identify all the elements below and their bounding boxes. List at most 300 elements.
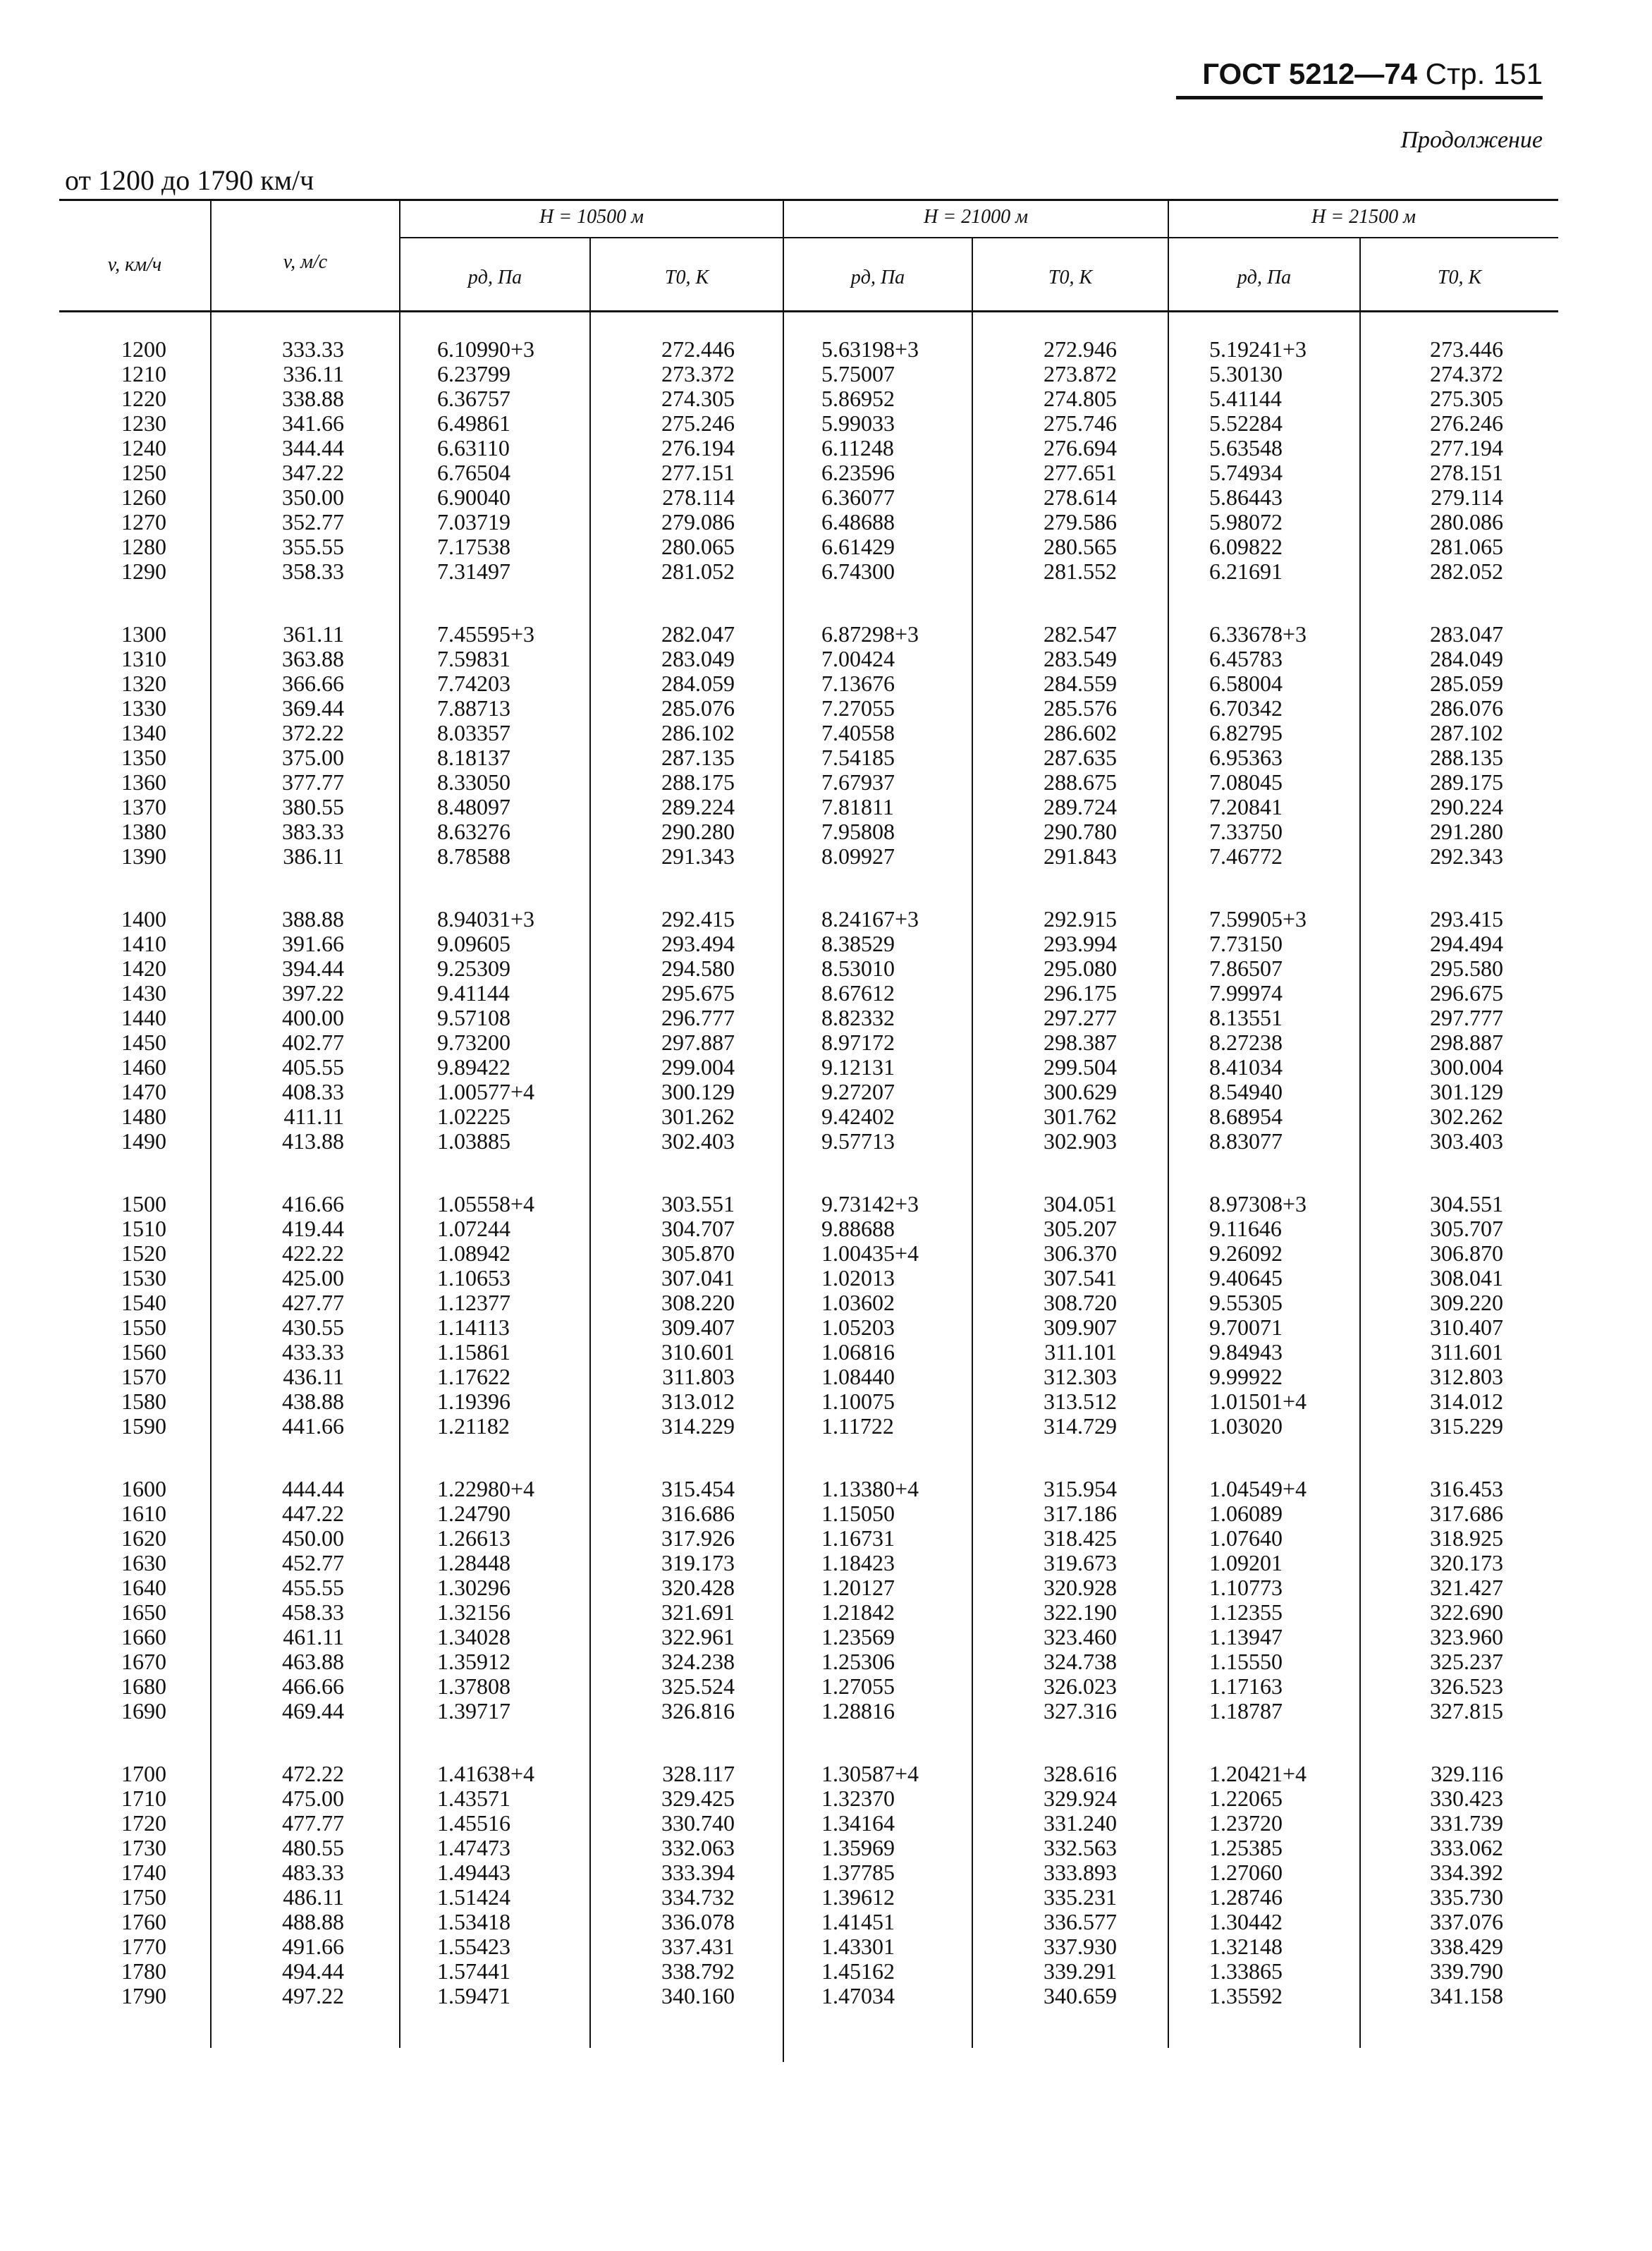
cell-temp-21000: 297.277 bbox=[1044, 1005, 1117, 1030]
cell-speed-kmh: 1200 bbox=[121, 336, 166, 362]
cell-pressure-21000: 1.11722 bbox=[821, 1413, 894, 1439]
cell-speed-kmh: 1700 bbox=[121, 1761, 166, 1786]
cell-temp-21500: 312.803 bbox=[1430, 1364, 1503, 1389]
cell-speed-kmh: 1490 bbox=[121, 1128, 166, 1154]
cell-speed-ms: 425.00 bbox=[282, 1265, 344, 1291]
cell-speed-kmh: 1680 bbox=[121, 1673, 166, 1699]
cell-pressure-21500: 1.10773 bbox=[1209, 1575, 1283, 1600]
cell-pressure-10500: 1.10653 bbox=[437, 1265, 510, 1291]
cell-temp-10500: 282.047 bbox=[661, 621, 735, 647]
cell-speed-kmh: 1790 bbox=[121, 1983, 166, 2008]
cell-pressure-10500: 7.17538 bbox=[437, 534, 510, 559]
table-row bbox=[0, 1080, 1652, 1104]
cell-speed-ms: 472.22 bbox=[282, 1761, 344, 1786]
cell-temp-10500: 288.175 bbox=[661, 769, 735, 795]
cell-pressure-21500: 9.70071 bbox=[1209, 1314, 1283, 1340]
cell-temp-10500: 283.049 bbox=[661, 646, 735, 671]
cell-temp-21500: 338.429 bbox=[1430, 1934, 1503, 1959]
cell-temp-21000: 295.080 bbox=[1044, 956, 1117, 981]
cell-pressure-21500: 9.11646 bbox=[1209, 1216, 1282, 1241]
cell-temp-10500: 289.224 bbox=[661, 794, 735, 819]
cell-pressure-21500: 6.21691 bbox=[1209, 559, 1283, 584]
cell-temp-21500: 282.052 bbox=[1430, 559, 1503, 584]
cell-pressure-21000: 6.61429 bbox=[821, 534, 895, 559]
cell-pressure-21000: 1.47034 bbox=[821, 1983, 895, 2008]
cell-pressure-21000: 6.48688 bbox=[821, 509, 895, 535]
cell-pressure-10500: 6.36757 bbox=[437, 386, 510, 411]
cell-pressure-10500: 7.03719 bbox=[437, 509, 510, 535]
cell-temp-21000: 289.724 bbox=[1044, 794, 1117, 819]
cell-pressure-21500: 8.54940 bbox=[1209, 1079, 1283, 1104]
cell-temp-21500: 284.049 bbox=[1430, 646, 1503, 671]
table-row bbox=[0, 1860, 1652, 1885]
cell-temp-21000: 274.805 bbox=[1044, 386, 1117, 411]
cell-temp-21000: 324.738 bbox=[1044, 1649, 1117, 1674]
cell-pressure-21000: 8.09927 bbox=[821, 843, 895, 869]
cell-pressure-21000: 8.82332 bbox=[821, 1005, 895, 1030]
cell-temp-21000: 292.915 bbox=[1044, 906, 1117, 932]
cell-temp-10500: 281.052 bbox=[661, 559, 735, 584]
cell-pressure-21500: 5.63548 bbox=[1209, 435, 1283, 460]
cell-temp-21000: 308.720 bbox=[1044, 1290, 1117, 1315]
cell-speed-kmh: 1750 bbox=[121, 1884, 166, 1910]
cell-temp-21000: 313.512 bbox=[1044, 1389, 1117, 1414]
table-row bbox=[0, 1389, 1652, 1414]
cell-pressure-21000: 1.34164 bbox=[821, 1810, 895, 1836]
cell-temp-21500: 314.012 bbox=[1430, 1389, 1503, 1414]
cell-pressure-21000: 7.81811 bbox=[821, 794, 894, 819]
cell-pressure-21000: 1.43301 bbox=[821, 1934, 895, 1959]
table-row bbox=[0, 981, 1652, 1006]
cell-speed-kmh: 1230 bbox=[121, 410, 166, 436]
cell-speed-kmh: 1460 bbox=[121, 1054, 166, 1080]
table-row bbox=[0, 337, 1652, 362]
cell-pressure-21500: 6.09822 bbox=[1209, 534, 1283, 559]
cell-temp-21000: 283.549 bbox=[1044, 646, 1117, 671]
cell-temp-10500: 319.173 bbox=[661, 1550, 735, 1575]
cell-temp-10500: 340.160 bbox=[661, 1983, 735, 2008]
cell-speed-kmh: 1770 bbox=[121, 1934, 166, 1959]
cell-temp-21500: 279.114 bbox=[1431, 484, 1503, 510]
cell-pressure-21000: 1.37785 bbox=[821, 1860, 895, 1885]
cell-pressure-21500: 9.40645 bbox=[1209, 1265, 1283, 1291]
cell-speed-ms: 419.44 bbox=[282, 1216, 344, 1241]
cell-pressure-21500: 1.20421+4 bbox=[1209, 1761, 1307, 1786]
cell-pressure-21500: 6.33678+3 bbox=[1209, 621, 1307, 647]
cell-temp-21500: 276.246 bbox=[1430, 410, 1503, 436]
cell-speed-ms: 344.44 bbox=[282, 435, 344, 460]
cell-temp-10500: 308.220 bbox=[661, 1290, 735, 1315]
cell-temp-21500: 327.815 bbox=[1430, 1698, 1503, 1724]
cell-temp-21000: 287.635 bbox=[1044, 745, 1117, 770]
cell-temp-21000: 304.051 bbox=[1044, 1191, 1117, 1216]
cell-pressure-10500: 1.51424 bbox=[437, 1884, 510, 1910]
altitude-header-rule bbox=[399, 237, 1558, 238]
cell-temp-21500: 302.262 bbox=[1430, 1104, 1503, 1129]
cell-pressure-10500: 8.48097 bbox=[437, 794, 510, 819]
table-row bbox=[0, 1477, 1652, 1501]
table-row bbox=[0, 1699, 1652, 1724]
cell-pressure-21500: 7.99974 bbox=[1209, 980, 1283, 1006]
table-row bbox=[0, 1241, 1652, 1266]
cell-pressure-21500: 1.22065 bbox=[1209, 1786, 1283, 1811]
cell-speed-ms: 380.55 bbox=[282, 794, 344, 819]
cell-speed-kmh: 1360 bbox=[121, 769, 166, 795]
cell-pressure-21500: 1.03020 bbox=[1209, 1413, 1283, 1439]
cell-temp-21000: 332.563 bbox=[1044, 1835, 1117, 1860]
cell-speed-ms: 427.77 bbox=[282, 1290, 344, 1315]
cell-temp-21500: 333.062 bbox=[1430, 1835, 1503, 1860]
cell-temp-10500: 324.238 bbox=[661, 1649, 735, 1674]
table-row bbox=[0, 1836, 1652, 1860]
cell-temp-21000: 335.231 bbox=[1044, 1884, 1117, 1910]
cell-pressure-21000: 1.23569 bbox=[821, 1624, 895, 1649]
cell-pressure-21000: 7.67937 bbox=[821, 769, 895, 795]
cell-speed-kmh: 1500 bbox=[121, 1191, 166, 1216]
cell-temp-10500: 338.792 bbox=[661, 1958, 735, 1984]
cell-temp-21000: 311.101 bbox=[1044, 1339, 1117, 1365]
cell-pressure-21500: 1.35592 bbox=[1209, 1983, 1283, 2008]
cell-speed-ms: 475.00 bbox=[282, 1786, 344, 1811]
cell-temp-21000: 326.023 bbox=[1044, 1673, 1117, 1699]
table-row bbox=[0, 362, 1652, 386]
cell-temp-10500: 330.740 bbox=[661, 1810, 735, 1836]
cell-temp-21500: 286.076 bbox=[1430, 695, 1503, 721]
cell-speed-kmh: 1610 bbox=[121, 1501, 166, 1526]
cell-pressure-10500: 6.49861 bbox=[437, 410, 510, 436]
cell-pressure-21000: 9.57713 bbox=[821, 1128, 895, 1154]
cell-temp-21500: 326.523 bbox=[1430, 1673, 1503, 1699]
cell-speed-kmh: 1530 bbox=[121, 1265, 166, 1291]
cell-speed-ms: 394.44 bbox=[282, 956, 344, 981]
cell-temp-21000: 336.577 bbox=[1044, 1909, 1117, 1934]
cell-speed-ms: 383.33 bbox=[282, 819, 344, 844]
cell-temp-10500: 320.428 bbox=[661, 1575, 735, 1600]
cell-temp-21500: 295.580 bbox=[1430, 956, 1503, 981]
table-row bbox=[0, 1365, 1652, 1389]
cell-temp-21000: 306.370 bbox=[1044, 1240, 1117, 1266]
header-altitude-21500: H = 21500 м bbox=[1311, 206, 1416, 228]
cell-pressure-10500: 8.33050 bbox=[437, 769, 510, 795]
cell-pressure-10500: 1.47473 bbox=[437, 1835, 510, 1860]
cell-pressure-21500: 6.45783 bbox=[1209, 646, 1283, 671]
table-row bbox=[0, 819, 1652, 844]
cell-temp-21500: 288.135 bbox=[1430, 745, 1503, 770]
cell-temp-21500: 317.686 bbox=[1430, 1501, 1503, 1526]
cell-temp-21500: 280.086 bbox=[1430, 509, 1503, 535]
table-row bbox=[0, 1291, 1652, 1315]
cell-speed-kmh: 1290 bbox=[121, 559, 166, 584]
cell-pressure-10500: 6.90040 bbox=[437, 484, 510, 510]
cell-speed-ms: 375.00 bbox=[282, 745, 344, 770]
cell-temp-10500: 307.041 bbox=[661, 1265, 735, 1291]
cell-temp-21000: 319.673 bbox=[1044, 1550, 1117, 1575]
cell-pressure-21000: 9.12131 bbox=[821, 1054, 895, 1080]
cell-temp-10500: 304.707 bbox=[661, 1216, 735, 1241]
cell-temp-21500: 291.280 bbox=[1430, 819, 1503, 844]
cell-speed-kmh: 1730 bbox=[121, 1835, 166, 1860]
cell-pressure-21000: 5.75007 bbox=[821, 361, 895, 386]
table-row bbox=[0, 535, 1652, 559]
cell-temp-21000: 307.541 bbox=[1044, 1265, 1117, 1291]
cell-pressure-10500: 9.57108 bbox=[437, 1005, 510, 1030]
cell-temp-21000: 302.903 bbox=[1044, 1128, 1117, 1154]
cell-temp-21000: 309.907 bbox=[1044, 1314, 1117, 1340]
cell-pressure-21500: 1.30442 bbox=[1209, 1909, 1283, 1934]
cell-speed-kmh: 1260 bbox=[121, 484, 166, 510]
cell-temp-10500: 326.816 bbox=[661, 1698, 735, 1724]
cell-speed-kmh: 1410 bbox=[121, 931, 166, 956]
cell-temp-21000: 317.186 bbox=[1044, 1501, 1117, 1526]
cell-pressure-21500: 7.73150 bbox=[1209, 931, 1283, 956]
cell-temp-21000: 286.602 bbox=[1044, 720, 1117, 745]
table-row bbox=[0, 622, 1652, 647]
cell-pressure-10500: 1.22980+4 bbox=[437, 1476, 535, 1501]
cell-pressure-21000: 1.28816 bbox=[821, 1698, 895, 1724]
table-row bbox=[0, 485, 1652, 510]
cell-pressure-10500: 7.31497 bbox=[437, 559, 510, 584]
cell-speed-kmh: 1540 bbox=[121, 1290, 166, 1315]
cell-temp-21500: 331.739 bbox=[1430, 1810, 1503, 1836]
cell-temp-21000: 323.460 bbox=[1044, 1624, 1117, 1649]
cell-pressure-10500: 7.88713 bbox=[437, 695, 510, 721]
table-row bbox=[0, 1104, 1652, 1129]
header-pressure-1: pд, Па bbox=[467, 267, 522, 288]
table-row bbox=[0, 1959, 1652, 1984]
cell-speed-ms: 413.88 bbox=[282, 1128, 344, 1154]
table-row bbox=[0, 1575, 1652, 1600]
cell-temp-10500: 292.415 bbox=[661, 906, 735, 932]
cell-pressure-21500: 8.97308+3 bbox=[1209, 1191, 1307, 1216]
cell-pressure-10500: 6.63110 bbox=[437, 435, 510, 460]
table-row bbox=[0, 510, 1652, 535]
cell-speed-kmh: 1240 bbox=[121, 435, 166, 460]
cell-pressure-10500: 1.41638+4 bbox=[437, 1761, 535, 1786]
cell-pressure-10500: 1.07244 bbox=[437, 1216, 510, 1241]
cell-temp-10500: 273.372 bbox=[661, 361, 735, 386]
cell-speed-kmh: 1370 bbox=[121, 794, 166, 819]
table-row bbox=[0, 1934, 1652, 1959]
cell-temp-21000: 329.924 bbox=[1044, 1786, 1117, 1811]
cell-speed-kmh: 1470 bbox=[121, 1079, 166, 1104]
cell-speed-kmh: 1450 bbox=[121, 1030, 166, 1055]
cell-speed-kmh: 1650 bbox=[121, 1599, 166, 1625]
cell-pressure-10500: 9.25309 bbox=[437, 956, 510, 981]
table-row bbox=[0, 1885, 1652, 1910]
cell-temp-21000: 322.190 bbox=[1044, 1599, 1117, 1625]
cell-temp-21500: 289.175 bbox=[1430, 769, 1503, 795]
cell-temp-21500: 278.151 bbox=[1430, 460, 1503, 485]
cell-temp-21500: 310.407 bbox=[1430, 1314, 1503, 1340]
cell-speed-ms: 402.77 bbox=[282, 1030, 344, 1055]
cell-pressure-10500: 8.63276 bbox=[437, 819, 510, 844]
cell-speed-ms: 436.11 bbox=[283, 1364, 344, 1389]
cell-speed-ms: 463.88 bbox=[282, 1649, 344, 1674]
cell-speed-ms: 358.33 bbox=[282, 559, 344, 584]
table-row bbox=[0, 1340, 1652, 1365]
cell-temp-21500: 287.102 bbox=[1430, 720, 1503, 745]
cell-pressure-21000: 7.54185 bbox=[821, 745, 895, 770]
cell-pressure-10500: 1.39717 bbox=[437, 1698, 510, 1724]
table-row bbox=[0, 844, 1652, 869]
range-title: от 1200 до 1790 км/ч bbox=[65, 164, 314, 196]
cell-temp-10500: 293.494 bbox=[661, 931, 735, 956]
table-row bbox=[0, 559, 1652, 584]
cell-pressure-10500: 1.24790 bbox=[437, 1501, 510, 1526]
cell-pressure-21000: 8.53010 bbox=[821, 956, 895, 981]
cell-pressure-21500: 7.33750 bbox=[1209, 819, 1283, 844]
cell-temp-21500: 339.790 bbox=[1430, 1958, 1503, 1984]
cell-temp-21500: 290.224 bbox=[1430, 794, 1503, 819]
cell-speed-kmh: 1640 bbox=[121, 1575, 166, 1600]
cell-temp-10500: 276.194 bbox=[661, 435, 735, 460]
cell-temp-10500: 300.129 bbox=[661, 1079, 735, 1104]
cell-speed-kmh: 1710 bbox=[121, 1786, 166, 1811]
cell-temp-10500: 322.961 bbox=[661, 1624, 735, 1649]
cell-pressure-21500: 9.55305 bbox=[1209, 1290, 1283, 1315]
cell-pressure-21000: 1.30587+4 bbox=[821, 1761, 919, 1786]
table-row bbox=[0, 1786, 1652, 1811]
cell-speed-ms: 477.77 bbox=[282, 1810, 344, 1836]
cell-speed-kmh: 1380 bbox=[121, 819, 166, 844]
cell-pressure-21500: 7.86507 bbox=[1209, 956, 1283, 981]
cell-pressure-21500: 5.30130 bbox=[1209, 361, 1283, 386]
cell-temp-21500: 306.870 bbox=[1430, 1240, 1503, 1266]
cell-temp-21000: 284.559 bbox=[1044, 671, 1117, 696]
cell-pressure-21000: 9.73142+3 bbox=[821, 1191, 919, 1216]
table-row bbox=[0, 436, 1652, 460]
cell-temp-10500: 303.551 bbox=[661, 1191, 735, 1216]
cell-temp-21500: 309.220 bbox=[1430, 1290, 1503, 1315]
cell-temp-10500: 336.078 bbox=[661, 1909, 735, 1934]
cell-pressure-21500: 5.86443 bbox=[1209, 484, 1283, 510]
table-row bbox=[0, 671, 1652, 696]
cell-pressure-21000: 5.86952 bbox=[821, 386, 895, 411]
cell-temp-21500: 325.237 bbox=[1430, 1649, 1503, 1674]
cell-temp-10500: 290.280 bbox=[661, 819, 735, 844]
cell-speed-ms: 488.88 bbox=[282, 1909, 344, 1934]
cell-speed-kmh: 1570 bbox=[121, 1364, 166, 1389]
cell-speed-kmh: 1430 bbox=[121, 980, 166, 1006]
table-row bbox=[0, 745, 1652, 770]
cell-pressure-21000: 1.08440 bbox=[821, 1364, 895, 1389]
cell-temp-21500: 318.925 bbox=[1430, 1525, 1503, 1551]
cell-temp-21500: 321.427 bbox=[1430, 1575, 1503, 1600]
cell-speed-kmh: 1270 bbox=[121, 509, 166, 535]
cell-temp-21000: 281.552 bbox=[1044, 559, 1117, 584]
table-row bbox=[0, 1315, 1652, 1340]
header-pressure-2: pд, Па bbox=[850, 267, 905, 288]
cell-speed-kmh: 1320 bbox=[121, 671, 166, 696]
cell-pressure-21500: 1.06089 bbox=[1209, 1501, 1283, 1526]
cell-pressure-21000: 7.95808 bbox=[821, 819, 895, 844]
cell-speed-kmh: 1660 bbox=[121, 1624, 166, 1649]
cell-pressure-21000: 6.87298+3 bbox=[821, 621, 919, 647]
cell-pressure-10500: 1.00577+4 bbox=[437, 1079, 535, 1104]
cell-speed-kmh: 1310 bbox=[121, 646, 166, 671]
cell-pressure-21500: 6.58004 bbox=[1209, 671, 1283, 696]
cell-pressure-21000: 9.88688 bbox=[821, 1216, 895, 1241]
cell-pressure-21500: 7.59905+3 bbox=[1209, 906, 1307, 932]
cell-pressure-21500: 5.74934 bbox=[1209, 460, 1283, 485]
cell-temp-21500: 334.392 bbox=[1430, 1860, 1503, 1885]
cell-temp-10500: 328.117 bbox=[662, 1761, 735, 1786]
cell-temp-21500: 322.690 bbox=[1430, 1599, 1503, 1625]
cell-pressure-21000: 8.38529 bbox=[821, 931, 895, 956]
cell-pressure-10500: 1.02225 bbox=[437, 1104, 510, 1129]
cell-temp-21000: 273.872 bbox=[1044, 361, 1117, 386]
cell-pressure-21000: 1.21842 bbox=[821, 1599, 895, 1625]
cell-temp-10500: 284.059 bbox=[661, 671, 735, 696]
cell-temp-10500: 301.262 bbox=[661, 1104, 735, 1129]
cell-temp-10500: 315.454 bbox=[661, 1476, 735, 1501]
cell-pressure-21000: 5.99033 bbox=[821, 410, 895, 436]
cell-speed-ms: 497.22 bbox=[282, 1983, 344, 2008]
cell-speed-ms: 416.66 bbox=[282, 1191, 344, 1216]
cell-temp-21500: 330.423 bbox=[1430, 1786, 1503, 1811]
cell-pressure-10500: 9.73200 bbox=[437, 1030, 510, 1055]
cell-pressure-21000: 9.27207 bbox=[821, 1079, 895, 1104]
cell-pressure-21500: 6.82795 bbox=[1209, 720, 1283, 745]
cell-temp-10500: 332.063 bbox=[661, 1835, 735, 1860]
cell-speed-ms: 450.00 bbox=[282, 1525, 344, 1551]
cell-temp-21500: 335.730 bbox=[1430, 1884, 1503, 1910]
cell-speed-ms: 352.77 bbox=[282, 509, 344, 535]
cell-speed-kmh: 1420 bbox=[121, 956, 166, 981]
cell-speed-ms: 486.11 bbox=[283, 1884, 344, 1910]
cell-speed-ms: 355.55 bbox=[282, 534, 344, 559]
cell-pressure-10500: 1.28448 bbox=[437, 1550, 510, 1575]
cell-temp-10500: 287.135 bbox=[661, 745, 735, 770]
cell-temp-21000: 298.387 bbox=[1044, 1030, 1117, 1055]
cell-temp-21000: 275.746 bbox=[1044, 410, 1117, 436]
table-row bbox=[0, 1984, 1652, 2008]
cell-speed-kmh: 1590 bbox=[121, 1413, 166, 1439]
cell-speed-ms: 400.00 bbox=[282, 1005, 344, 1030]
table-row bbox=[0, 1501, 1652, 1526]
cell-pressure-21000: 7.13676 bbox=[821, 671, 895, 696]
cell-temp-21500: 275.305 bbox=[1430, 386, 1503, 411]
cell-pressure-10500: 1.21182 bbox=[437, 1413, 510, 1439]
cell-pressure-10500: 6.10990+3 bbox=[437, 336, 535, 362]
cell-pressure-21500: 9.84943 bbox=[1209, 1339, 1283, 1365]
cell-pressure-10500: 1.17622 bbox=[437, 1364, 510, 1389]
cell-temp-21000: 288.675 bbox=[1044, 769, 1117, 795]
cell-temp-21000: 301.762 bbox=[1044, 1104, 1117, 1129]
cell-pressure-21000: 1.39612 bbox=[821, 1884, 895, 1910]
cell-speed-ms: 405.55 bbox=[282, 1054, 344, 1080]
cell-temp-21500: 294.494 bbox=[1430, 931, 1503, 956]
cell-pressure-21500: 8.41034 bbox=[1209, 1054, 1283, 1080]
cell-pressure-10500: 1.57441 bbox=[437, 1958, 510, 1984]
cell-pressure-10500: 9.41144 bbox=[437, 980, 510, 1006]
cell-pressure-21000: 1.18423 bbox=[821, 1550, 895, 1575]
cell-pressure-21000: 8.67612 bbox=[821, 980, 895, 1006]
cell-speed-ms: 447.22 bbox=[282, 1501, 344, 1526]
table-row bbox=[0, 1551, 1652, 1575]
cell-speed-ms: 441.66 bbox=[282, 1413, 344, 1439]
cell-temp-10500: 314.229 bbox=[661, 1413, 735, 1439]
cell-speed-kmh: 1220 bbox=[121, 386, 166, 411]
cell-pressure-21500: 7.46772 bbox=[1209, 843, 1283, 869]
cell-pressure-21000: 1.16731 bbox=[821, 1525, 895, 1551]
header-temperature-1: T0, К bbox=[664, 267, 709, 288]
cell-speed-ms: 369.44 bbox=[282, 695, 344, 721]
cell-pressure-10500: 1.43571 bbox=[437, 1786, 510, 1811]
cell-speed-ms: 366.66 bbox=[282, 671, 344, 696]
cell-pressure-21000: 6.36077 bbox=[821, 484, 895, 510]
cell-speed-kmh: 1330 bbox=[121, 695, 166, 721]
